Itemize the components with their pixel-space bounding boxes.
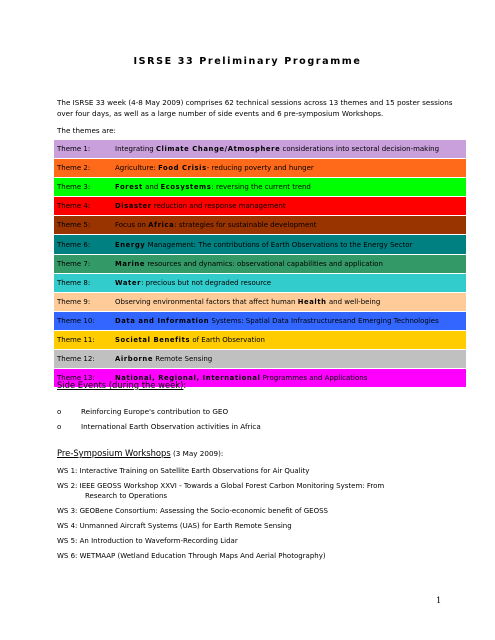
- theme-number: Theme 13:: [57, 374, 95, 383]
- theme-text-part: resources and dynamics: observational capabilities and application: [145, 259, 383, 268]
- workshop-text-continued: Research to Operations: [85, 492, 168, 500]
- theme-text-part: Management: The contributions of Earth Observations to the Energy Sector: [145, 240, 413, 249]
- theme-description: [115, 279, 466, 287]
- page-number: 1: [436, 595, 442, 605]
- workshop-text: WS 3: GEOBene Consortium: Assessing the Socio-economic benefit of GEOSS: [57, 507, 328, 515]
- theme-text-part: Focus on: [115, 221, 149, 230]
- theme-description: [115, 145, 466, 153]
- theme-description: [115, 183, 466, 191]
- workshops-heading: [57, 448, 223, 458]
- workshops-date: (3 May 2009):: [170, 449, 224, 458]
- theme-text-part: Remote Sensing: [153, 355, 213, 364]
- theme-row: [54, 350, 466, 369]
- side-events-heading-text: Side Events (during the week): [57, 380, 184, 390]
- theme-number: Theme 3:: [57, 183, 91, 192]
- theme-description: [115, 241, 466, 249]
- theme-keyword: Data and Information: [115, 316, 210, 325]
- side-events-heading: [57, 380, 186, 390]
- theme-number: Theme 2:: [57, 164, 91, 173]
- list-item: [57, 551, 457, 561]
- theme-description: [115, 202, 466, 210]
- theme-keyword: Airborne: [115, 355, 154, 364]
- theme-keyword: Marine: [115, 259, 146, 268]
- theme-description: [115, 298, 466, 306]
- workshop-text: WS 2: IEEE GEOSS Workshop XXVI - Towards a Global Forest Carbon Monitoring System: From: [57, 482, 385, 490]
- side-events-colon: :: [183, 380, 187, 390]
- theme-number: Theme 7:: [57, 259, 91, 268]
- theme-number: Theme 10:: [57, 316, 95, 325]
- theme-text-part: Agriculture:: [115, 164, 159, 173]
- workshop-text: WS 4: Unmanned Aircraft Systems (UAS) for Earth Remote Sensing: [57, 522, 292, 530]
- theme-keyword: Disaster: [115, 202, 152, 211]
- theme-keyword: Forest: [115, 183, 143, 192]
- themes-label: The themes are:: [57, 126, 116, 135]
- theme-number: Theme 9:: [57, 297, 91, 306]
- theme-number: Theme 5:: [57, 221, 91, 230]
- intro-paragraph: The ISRSE 33 week (4-8 May 2009) comprises 62 technical sessions across 13 themes and 15 poster sessions over four days, as well as a large number of side events and 6 pre-symposium Workshops.: [57, 98, 453, 118]
- list-item: [57, 466, 457, 476]
- theme-number: Theme 8:: [57, 278, 91, 287]
- theme-row: [54, 274, 466, 293]
- theme-keyword: Ecosystems: [160, 183, 212, 192]
- list-item-text: International Earth Observation activities in Africa: [81, 422, 261, 431]
- theme-text-part: and well-being: [326, 297, 381, 306]
- theme-row: [54, 140, 466, 159]
- theme-keyword: Societal Benefits: [115, 335, 191, 344]
- theme-description: [115, 221, 466, 229]
- theme-row: [54, 197, 466, 216]
- theme-row: [54, 235, 466, 254]
- theme-row: [54, 216, 466, 235]
- theme-number: Theme 11:: [57, 335, 95, 344]
- workshop-text: WS 6: WETMAAP (Wetland Education Through Maps And Aerial Photography): [57, 552, 326, 560]
- theme-row: [54, 312, 466, 331]
- theme-text-part: : reversing the current trend: [211, 183, 311, 192]
- workshops-heading-text: Pre-Symposium Workshops: [57, 448, 171, 458]
- theme-row: [54, 159, 466, 178]
- theme-number: Theme 12:: [57, 355, 95, 364]
- theme-row: [54, 178, 466, 197]
- theme-number: Theme 4:: [57, 202, 91, 211]
- theme-keyword: National, Regional, International: [115, 374, 261, 383]
- theme-text-part: and: [142, 183, 161, 192]
- theme-text-part: - reducing poverty and hunger: [206, 164, 314, 173]
- theme-text-part: Integrating: [115, 145, 156, 154]
- theme-text-part: : precious but not degraded resource: [141, 278, 272, 287]
- theme-description: [115, 355, 466, 363]
- list-item: [57, 506, 457, 516]
- theme-text-part: Programmes and Applications: [260, 374, 368, 383]
- theme-description: [115, 336, 466, 344]
- theme-keyword: Energy: [115, 240, 146, 249]
- theme-text-part: of Earth Observation: [190, 335, 265, 344]
- workshops-list: [57, 466, 457, 566]
- theme-description: [115, 317, 466, 325]
- theme-keyword: Food Crisis: [158, 164, 207, 173]
- side-events-list: [57, 404, 457, 434]
- list-item-text: Reinforcing Europe's contribution to GEO: [81, 407, 229, 416]
- page-title: ISRSE 33 Preliminary Programme: [133, 56, 362, 67]
- theme-text-part: considerations into sectoral decision-making: [280, 145, 440, 154]
- workshop-text: WS 1: Interactive Training on Satellite Earth Observations for Air Quality: [57, 467, 310, 475]
- theme-description: [115, 260, 466, 268]
- theme-keyword: Climate Change/Atmosphere: [155, 145, 281, 154]
- list-item: [57, 536, 457, 546]
- themes-table: [54, 140, 466, 388]
- theme-text-part: reduction and response management: [151, 202, 286, 211]
- theme-number: Theme 6:: [57, 240, 91, 249]
- bullet-icon: o: [57, 422, 62, 431]
- list-item: [57, 419, 457, 434]
- theme-keyword: Africa: [148, 221, 175, 230]
- list-item: [57, 521, 457, 531]
- theme-text-part: Observing environmental factors that affect human: [115, 297, 298, 306]
- workshop-text: WS 5: An Introduction to Waveform-Recording Lidar: [57, 537, 238, 545]
- theme-keyword: Health: [297, 297, 327, 306]
- theme-keyword: Water: [115, 278, 142, 287]
- list-item: [57, 404, 457, 419]
- list-item: [57, 481, 457, 501]
- theme-description: [115, 164, 466, 172]
- theme-row: [54, 331, 466, 350]
- theme-row: [54, 293, 466, 312]
- theme-row: [54, 255, 466, 274]
- theme-text-part: : strategies for sustainable development: [174, 221, 317, 230]
- bullet-icon: o: [57, 407, 62, 416]
- theme-number: Theme 1:: [57, 145, 91, 154]
- theme-text-part: Systems: Spatial Data Infrastructuresand Emerging Technologies: [209, 316, 439, 325]
